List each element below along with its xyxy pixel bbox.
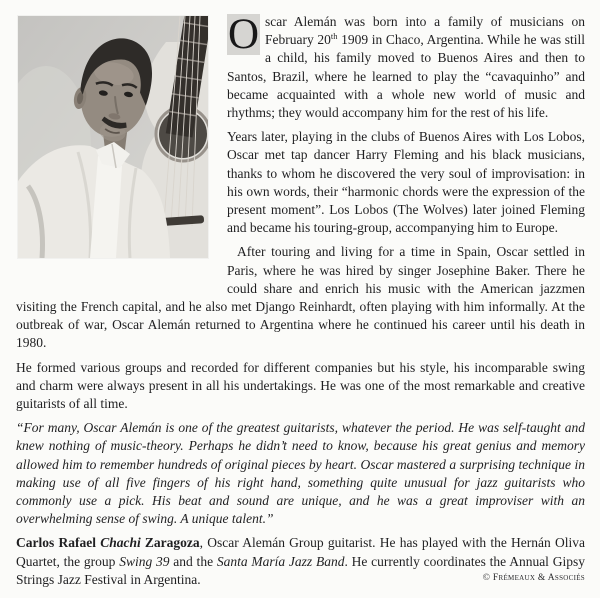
oscar-aleman-photo	[18, 16, 208, 258]
paragraph-intro-lead: scar Alemán was born into a family of musicians on February 20	[265, 14, 585, 48]
paragraph-intro-tail: 1909 in Chaco, Argentina. While he was still a child, his family moved to Buenos Aires and then to Santos, Brazil, where he learned to play the “cavaquinho” and became acquainted with a whole new world of music and rhythms; they would accompany him for the rest of his life.	[227, 32, 586, 121]
bio-nickname: Chachi	[100, 535, 141, 551]
bio-group-swing39: Swing 39	[119, 553, 170, 569]
bio-name-first: Carlos Rafael	[16, 535, 101, 551]
bio-group-santa-maria: Santa María Jazz Band	[216, 553, 345, 569]
bio-text-1: , Oscar Alemán Group guitarist. He has played with the Hernán Oliva Quartet, the group	[16, 535, 586, 569]
paragraph-los-lobos: Years later, playing in the clubs of Buenos Aires with Los Lobos, Oscar met tap dancer Harry Fleming and his black musicians, thanks to whom he discovered the very soul of improvisation: in his own words, their “harmonic chords were the expression of the present moment”. Los Lobos (The Wolves) later joined Fleming and became his touring-group, accompanying him to Europe.	[227, 129, 585, 236]
copyright-notice: © Frémeaux & Associés	[482, 572, 585, 583]
paragraph-bio	[16, 534, 585, 589]
paragraph-quote: “For many, Oscar Alemán is one of the greatest guitarists, whatever the period. He was self-taught and knew nothing of music-theory. Perhaps he didn’t need to know, because his great genius and memory allowed him to remember hundreds of original pieces by heart. Oscar mastered a surprising technique in making use of all five fingers of his right hand, something quite unusual for jazz guitarists who commonly use a pick. His beat and sound are unique, and he was a great improviser with an overwhelming sense of swing. A unique talent.”	[16, 420, 585, 527]
portrait-illustration	[18, 16, 208, 258]
bio-name-last: Zaragoza	[140, 535, 200, 551]
paragraph-groups: He formed various groups and recorded for different companies but his style, his incomparable swing and charm were always present in all his undertakings. He was one of the most remarkable and creative guitarists of all time.	[16, 359, 585, 412]
drop-cap: O	[227, 11, 260, 58]
bio-text-3: . He currently coordinates the Annual Gipsy Strings Jazz Festival in Argentina.	[16, 553, 585, 587]
paragraph-paris: After touring and living for a time in Spain, Oscar settled in Paris, where he was hired by singer Josephine Baker. There he could share and enrich his music with the American jazzmen visiting the French capital, and he also met Django Reinhardt, often playing with him informally. At the outbreak of war, Oscar Alemán returned to Argentina where he continued his career until his death in 1980.	[16, 244, 585, 351]
ordinal-suffix: th	[330, 31, 338, 42]
bio-text-2: and the	[169, 553, 217, 569]
